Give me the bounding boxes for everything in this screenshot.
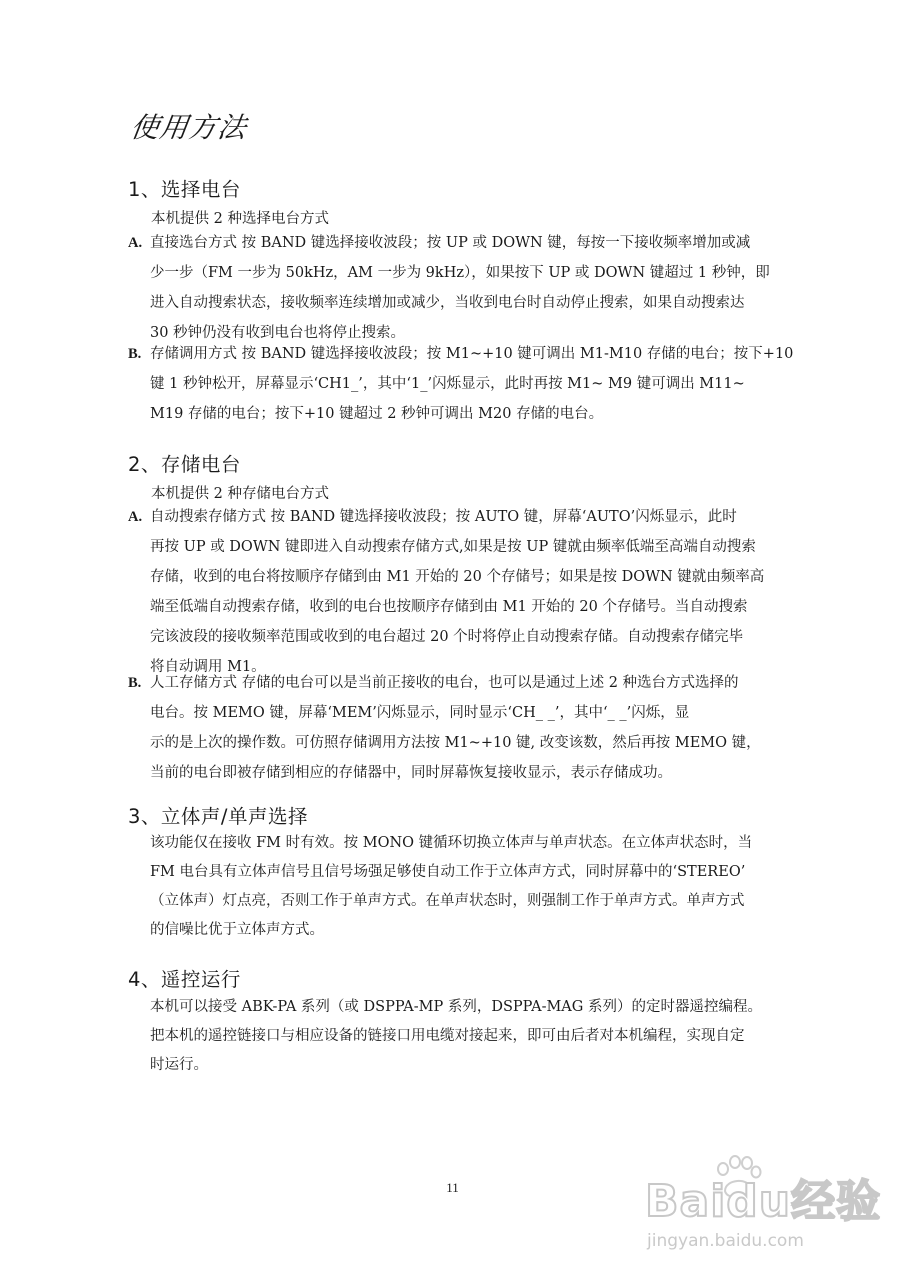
paragraph-line: 直接选台方式 按 BAND 键选择接收波段；按 UP 或 DOWN 键，每按一下接收频率增加或减 — [150, 235, 751, 251]
baidu-watermark — [643, 1153, 893, 1273]
section-2-item-a — [128, 502, 802, 682]
item-marker: B. — [128, 346, 142, 362]
paragraph-line: 把本机的遥控链接口与相应设备的链接口用电缆对接起来，即可由后者对本机编程，实现自定 — [150, 1028, 745, 1044]
paragraph-line: 少一步（FM 一步为 50kHz，AM 一步为 9kHz），如果按下 UP 或 DOWN 键超过 1 秒钟，即 — [150, 265, 770, 281]
paragraph-line: 人工存储方式 存储的电台可以是当前正接收的电台，也可以是通过上述 2 种选台方式选择的 — [150, 675, 739, 691]
paragraph-line: 再按 UP 或 DOWN 键即进入自动搜索存储方式,如果是按 UP 键就由频率低端至高端自动搜索 — [150, 539, 756, 555]
section-2-heading: 2、存储电台 — [128, 453, 241, 476]
paragraph-line: 的信噪比优于立体声方式。 — [150, 922, 324, 938]
section-1-intro: 本机提供 2 种选择电台方式 — [151, 211, 329, 227]
paragraph-line: 键 1 秒钟松开，屏幕显示‘CH1_’，其中‘1_’闪烁显示，此时再按 M1~ M9 键可调出 M11~ — [150, 376, 745, 392]
paragraph-line: 存储，收到的电台将按顺序存储到由 M1 开始的 20 个存储号；如果是按 DOWN 键就由频率高 — [150, 569, 765, 585]
page-title: 使用方法 — [128, 111, 250, 144]
paragraph-line: M19 存储的电台；按下+10 键超过 2 秒钟可调出 M20 存储的电台。 — [150, 406, 604, 422]
paragraph-line: 本机可以接受 ABK-PA 系列（或 DSPPA-MP 系列，DSPPA-MAG 系列）的定时器遥控编程。 — [150, 999, 762, 1015]
section-3-heading: 3、立体声/单声选择 — [128, 805, 308, 828]
paragraph-line: 自动搜索存储方式 按 BAND 键选择接收波段；按 AUTO 键，屏幕‘AUTO’闪烁显示，此时 — [150, 509, 737, 525]
watermark-url: jingyan.baidu.com — [647, 1231, 804, 1251]
paragraph-line: 电台。按 MEMO 键，屏幕‘MEM’闪烁显示，同时显示‘CH_ _’，其中‘_ _’闪烁，显 — [150, 705, 690, 721]
item-marker: A. — [128, 235, 143, 251]
section-4-body — [150, 993, 800, 1080]
paragraph-line: 将自动调用 M1。 — [150, 659, 266, 675]
paragraph-line: 进入自动搜索状态，接收频率连续增加或减少，当收到电台时自动停止搜索，如果自动搜索达 — [150, 295, 745, 311]
paragraph-line: 端至低端自动搜索存储，收到的电台也按顺序存储到由 M1 开始的 20 个存储号。当自动搜索 — [150, 599, 748, 615]
item-marker: B. — [128, 675, 142, 691]
section-2-item-b — [128, 668, 802, 788]
section-1-heading: 1、选择电台 — [128, 178, 241, 201]
paragraph-line: FM 电台具有立体声信号且信号场强足够使自动工作于立体声方式，同时屏幕中的‘STEREO’ — [150, 864, 746, 880]
watermark-logo: Baidu经验 — [645, 1176, 882, 1227]
paragraph-line: 30 秒钟仍没有收到电台也将停止搜索。 — [150, 325, 406, 341]
paragraph-line: 当前的电台即被存储到相应的存储器中，同时屏幕恢复接收显示，表示存储成功。 — [150, 765, 672, 781]
paragraph-line: 该功能仅在接收 FM 时有效。按 MONO 键循环切换立体声与单声状态。在立体声状态时，当 — [150, 835, 753, 851]
paragraph-line: 存储调用方式 按 BAND 键选择接收波段；按 M1~+10 键可调出 M1-M10 存储的电台；按下+10 — [150, 346, 794, 362]
page-number: 11 — [446, 1180, 459, 1195]
item-marker: A. — [128, 509, 143, 525]
paragraph-line: 示的是上次的操作数。可仿照存储调用方法按 M1~+10 键, 改变该数，然后再按 MEMO 键， — [150, 735, 761, 751]
section-2-intro: 本机提供 2 种存储电台方式 — [151, 486, 329, 502]
section-1-item-a — [128, 228, 802, 348]
paragraph-line: 完该波段的接收频率范围或收到的电台超过 20 个时将停止自动搜索存储。自动搜索存储完毕 — [150, 629, 744, 645]
section-3-body — [150, 829, 800, 945]
section-1-item-b — [128, 339, 802, 429]
paragraph-line: （立体声）灯点亮，否则工作于单声方式。在单声状态时，则强制工作于单声方式。单声方式 — [150, 893, 745, 909]
section-4-heading: 4、遥控运行 — [128, 968, 241, 991]
paragraph-line: 时运行。 — [150, 1057, 208, 1073]
